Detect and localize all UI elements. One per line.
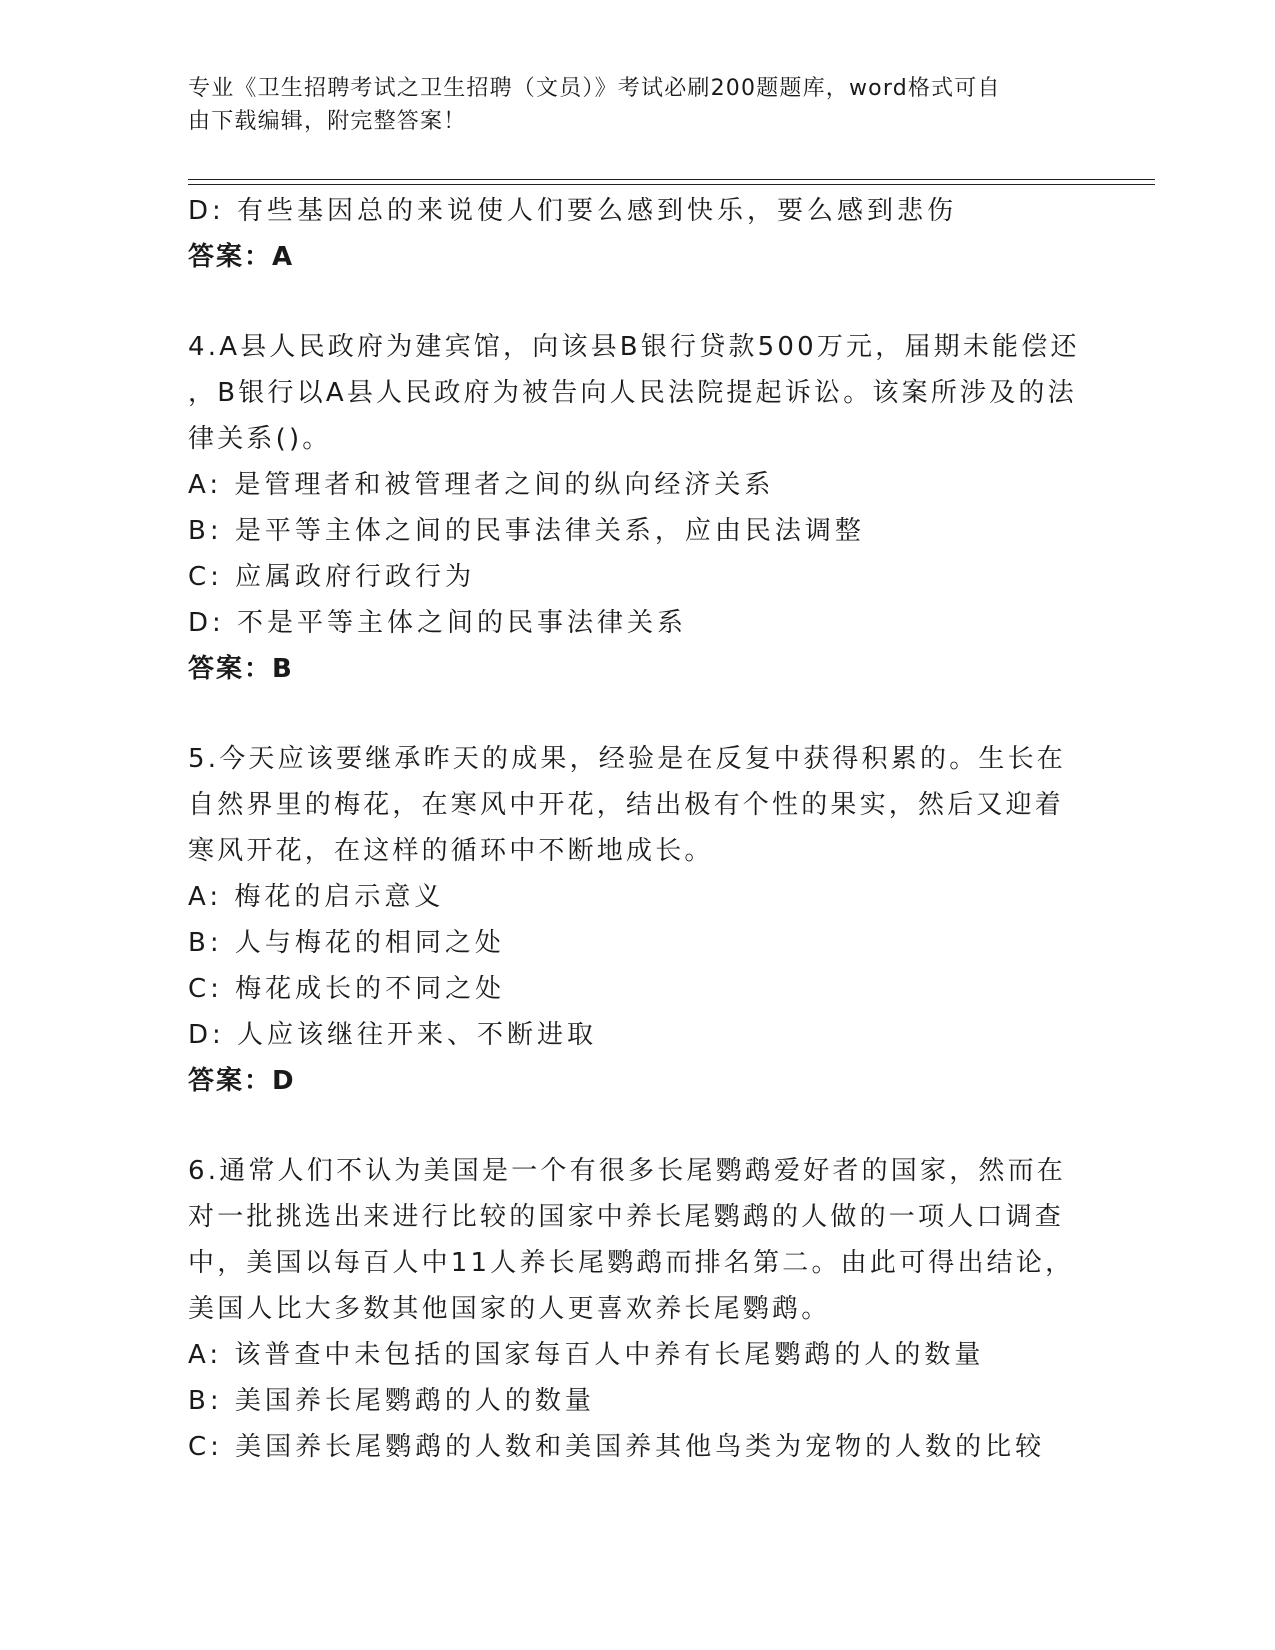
block-spacer xyxy=(188,1104,1088,1148)
option-c: C: 美国养长尾鹦鹉的人数和美国养其他鸟类为宠物的人数的比较 xyxy=(188,1432,1046,1462)
option-a: A: 是管理者和被管理者之间的纵向经济关系 xyxy=(188,470,775,500)
header-line: 专业《卫生招聘考试之卫生招聘（文员）》考试必刷200题题库，word格式可自 xyxy=(188,76,1001,101)
question-text xyxy=(188,1148,1088,1332)
question-line: 中，美国以每百人中11人养长尾鹦鹉而排名第二。由此可得出结论， xyxy=(188,1248,1075,1278)
question-line: 美国人比大多数其他国家的人更喜欢养长尾鹦鹉。 xyxy=(188,1294,831,1324)
option-b: B: 人与梅花的相同之处 xyxy=(188,928,505,958)
answer-label: 答案：D xyxy=(188,1066,296,1096)
option-c: C: 应属政府行政行为 xyxy=(188,562,476,592)
header-line: 由下载编辑，附完整答案！ xyxy=(188,109,467,134)
block-spacer xyxy=(188,280,1088,324)
question-block xyxy=(188,1148,1088,1470)
question-line: 6.通常人们不认为美国是一个有很多长尾鹦鹉爱好者的国家，然而在 xyxy=(188,1156,1067,1186)
block-spacer xyxy=(188,692,1088,736)
question-line: ，B银行以A县人民政府为被告向人民法院提起诉讼。该案所涉及的法 xyxy=(188,378,1077,408)
option-a: A: 梅花的启示意义 xyxy=(188,882,445,912)
option-b: B: 美国养长尾鹦鹉的人的数量 xyxy=(188,1386,595,1416)
question-line: 律关系()。 xyxy=(188,424,332,454)
header-rule-top xyxy=(188,179,1155,180)
header-rule-bottom xyxy=(188,184,1155,185)
question-line: 4.A县人民政府为建宾馆，向该县B银行贷款500万元，届期未能偿还 xyxy=(188,332,1080,362)
option-d: D: 有些基因总的来说使人们要么感到快乐，要么感到悲伤 xyxy=(188,196,958,226)
question-block xyxy=(188,188,1088,280)
question-line: 寒风开花，在这样的循环中不断地成长。 xyxy=(188,836,714,866)
question-line: 对一批挑选出来进行比较的国家中养长尾鹦鹉的人做的一项人口调查 xyxy=(188,1202,1065,1232)
question-block xyxy=(188,324,1088,692)
option-a: A: 该普查中未包括的国家每百人中养有长尾鹦鹉的人的数量 xyxy=(188,1340,985,1370)
answer-label: 答案：B xyxy=(188,654,294,684)
option-d: D: 人应该继往开来、不断进取 xyxy=(188,1020,598,1050)
option-b: B: 是平等主体之间的民事法律关系，应由民法调整 xyxy=(188,516,865,546)
answer-label: 答案：A xyxy=(188,242,295,272)
question-line: 5.今天应该要继承昨天的成果，经验是在反复中获得积累的。生长在 xyxy=(188,744,1067,774)
question-block xyxy=(188,736,1088,1104)
question-line: 自然界里的梅花，在寒风中开花，结出极有个性的果实，然后又迎着 xyxy=(188,790,1065,820)
question-text xyxy=(188,736,1088,874)
option-d: D: 不是平等主体之间的民事法律关系 xyxy=(188,608,688,638)
option-c: C: 梅花成长的不同之处 xyxy=(188,974,506,1004)
document-body xyxy=(188,188,1088,1470)
question-text xyxy=(188,324,1088,462)
document-header xyxy=(188,72,1088,138)
